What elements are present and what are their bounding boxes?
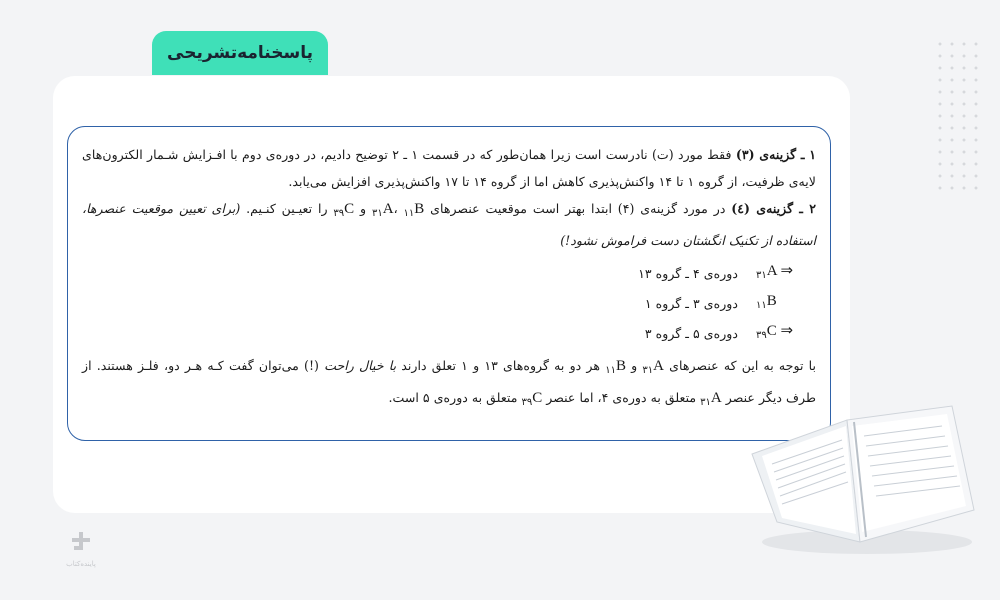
element-b: $_{۱۱}$B <box>605 358 626 376</box>
logo-text: پاینده‌کتاب <box>66 560 96 568</box>
implies-arrow: ⇒ <box>780 322 794 339</box>
answer-2-text-b: را تعیـین کنـیم. <box>240 201 334 216</box>
answer-1-label: ۱ ـ گزینه‌ی (۳) <box>735 147 816 162</box>
equation-row-a: $_{۳۱}$A ⇒ دوره‌ی ۴ ـ گروه ۱۳ <box>82 258 816 288</box>
answer-1-text: فقط مورد (ت) نادرست است زیرا همان‌طور که در قسمت ۱ ـ ۲ توضیح دادیم، در دوره‌ی دوم با افـزایش شـمار الکترون‌های لایه‌ی ظرفیت، از گروه ۱ تا ۱۴ واکنش‌پذیری کاهش اما از گروه ۱۴ تا ۱۷ واکنش‌پذیری افزایش می‌یابد. <box>82 147 816 189</box>
implies-arrow: ⇒ <box>780 262 794 279</box>
equation-result: دوره‌ی ۳ ـ گروه ۱ <box>644 295 738 311</box>
open-book-illustration <box>742 392 982 557</box>
equation-result: دوره‌ی ۴ ـ گروه ۱۳ <box>638 265 738 281</box>
element-c: $_{۳۹}$C <box>333 201 355 219</box>
decorative-dot-grid <box>934 38 982 198</box>
equation-result: دوره‌ی ۵ ـ گروه ۳ <box>644 325 738 341</box>
equation-row-b: $_{۱۱}$B دوره‌ی ۳ ـ گروه ۱ <box>82 288 816 318</box>
answer-box <box>67 126 831 441</box>
separator: ، <box>393 201 404 216</box>
element-a: $_{۳۱}$A <box>700 390 722 408</box>
publisher-logo <box>56 530 106 575</box>
element-c: $_{۳۹}$C <box>521 390 543 408</box>
equation-row-c: $_{۳۹}$C ⇒ دوره‌ی ۵ ـ گروه ۳ <box>82 318 816 348</box>
answer-1-paragraph <box>82 141 816 195</box>
answer-sheet-tab <box>152 31 328 75</box>
separator: و <box>354 201 372 216</box>
answer-2-label: ۲ ـ گزینه‌ی (٤) <box>731 201 816 216</box>
answer-2-italic-note: (برای تعیین موقعیت عنصرها، استفاده از تکنیک انگشتان دست فراموش نشود!) <box>82 201 816 248</box>
answer-2-paragraph <box>82 195 816 254</box>
conclusion-paragraph: با توجه به این که عنصرهای $_{۳۱}$A و $_{۱۱}$B هر دو به گروه‌های ۱۳ و ۱ تعلق دارند با خیال راحت (!) می‌توان گفت کـه هـر دو، فلـز هستند. از طرف دیگر عنصر $_{۳۱}$A متعلق به دوره‌ی ۴، اما عنصر $_{۳۹}$C متعلق به دوره‌ی ۵ است. <box>82 358 816 408</box>
answer-2-text-a: در مورد گزینه‌ی (۴) ابتدا بهتر است موقعیت عنصرهای <box>430 201 732 216</box>
logo-icon <box>70 530 92 558</box>
element-a: $_{۳۱}$A <box>642 358 664 376</box>
tab-title: پاسخنامه‌تشریحی <box>167 43 313 63</box>
element-b: $_{۱۱}$B <box>403 201 425 219</box>
element-a: $_{۳۱}$A <box>371 201 394 219</box>
